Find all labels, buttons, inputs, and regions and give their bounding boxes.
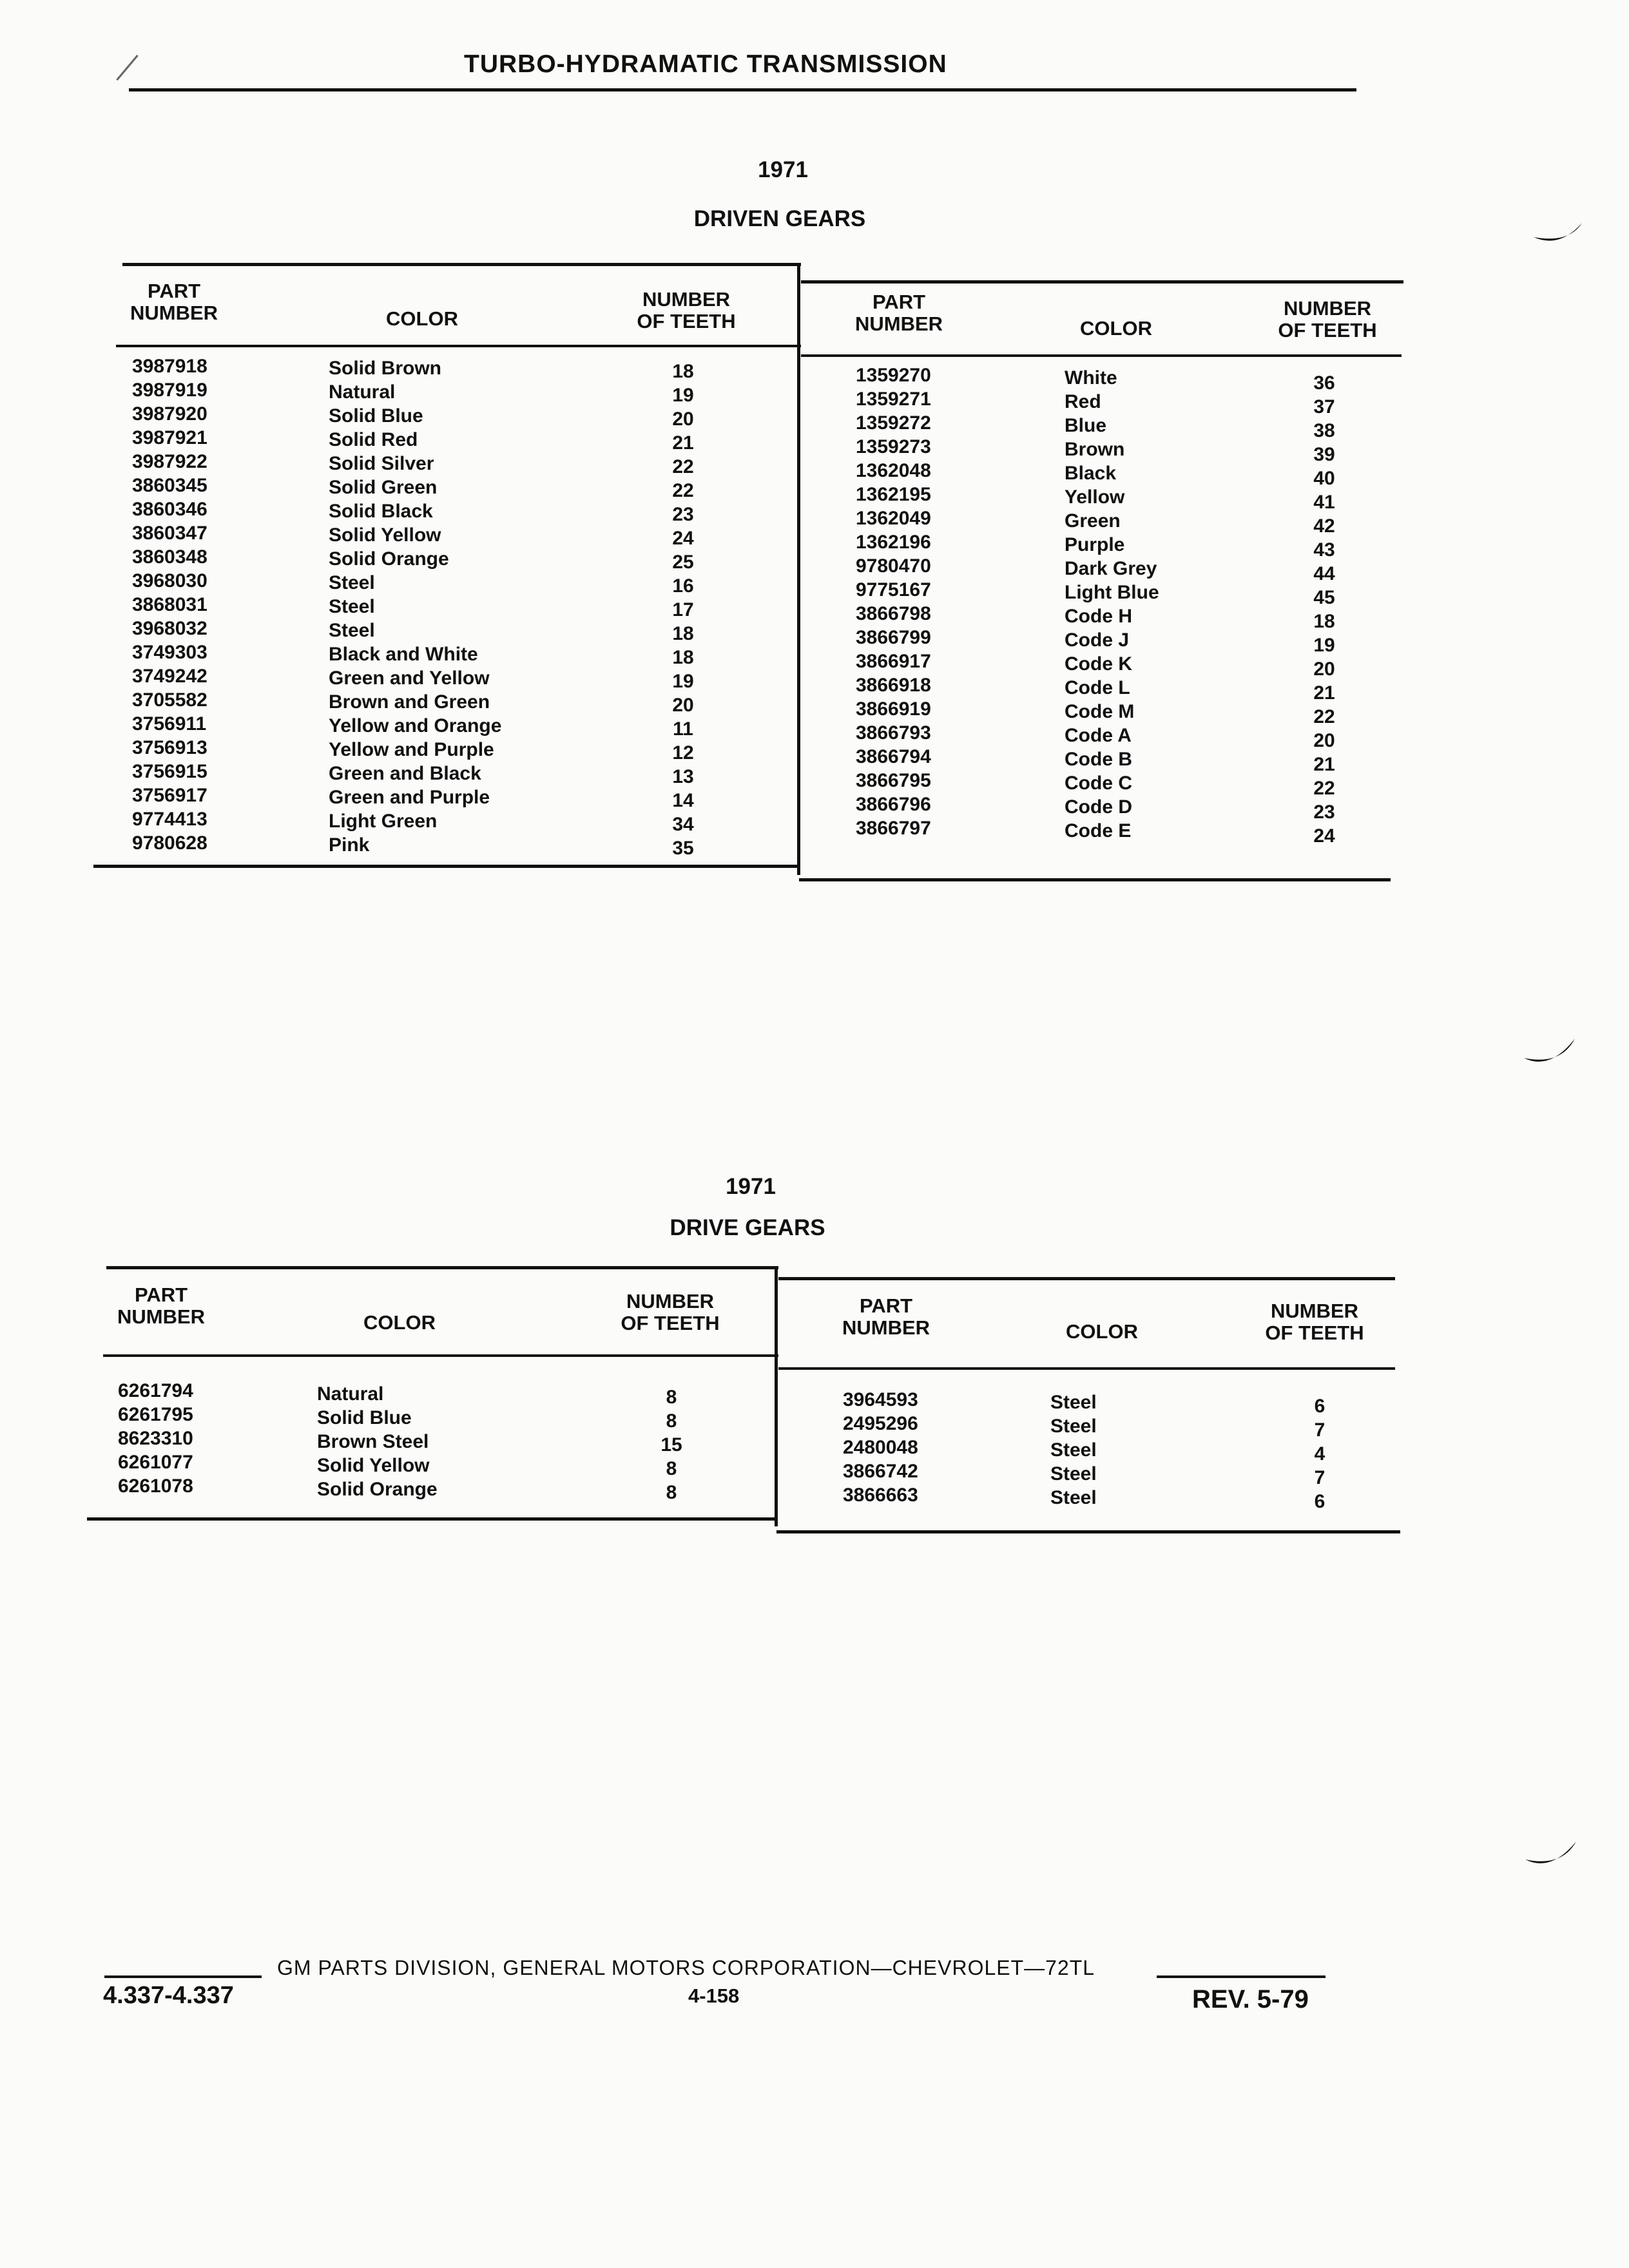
- driven-teeth-cell: 43: [1313, 539, 1335, 561]
- driven-teeth-cell: 22: [672, 480, 694, 501]
- driven-color-cell: Code B: [1065, 749, 1132, 770]
- driven-color-cell: Code E: [1065, 820, 1132, 841]
- driven-right-teeth-column: [1298, 371, 1350, 848]
- driven-left-part-column: [132, 354, 207, 855]
- driven-part-number-cell: 3968032: [132, 618, 207, 639]
- driven-part-number-cell: 3866796: [856, 794, 931, 815]
- driven-part-number-cell: 3987920: [132, 403, 207, 425]
- drive-teeth-cell: 8: [666, 1387, 677, 1408]
- driven-teeth-cell: 20: [672, 695, 694, 716]
- pencil-mark: [116, 55, 138, 81]
- driven-color-cell: Green: [1065, 510, 1121, 532]
- driven-color-cell: Steel: [329, 572, 375, 593]
- driven-part-number-cell: 3866794: [856, 746, 931, 767]
- driven-color-cell: Steel: [329, 596, 375, 617]
- drive-teeth-cell: 8: [666, 1410, 677, 1432]
- driven-teeth-cell: 42: [1313, 515, 1335, 537]
- driven-part-number-cell: 3866798: [856, 603, 931, 624]
- driven-color-cell: Solid Silver: [329, 453, 434, 474]
- driven-part-number-cell: 3866799: [856, 627, 931, 648]
- driven-part-number-cell: 3987918: [132, 356, 207, 377]
- drive-right-color-header: COLOR: [1066, 1320, 1138, 1343]
- driven-right-teeth-header: NUMBER OF TEETH: [1278, 297, 1377, 341]
- driven-color-cell: Solid Green: [329, 477, 438, 498]
- driven-bottom-rule-right: [799, 878, 1391, 881]
- drive-part-number-cell: 6261078: [118, 1475, 193, 1497]
- driven-teeth-cell: 41: [1313, 492, 1335, 513]
- drive-part-number-cell: 6261795: [118, 1404, 193, 1425]
- drive-left-teeth-header: NUMBER OF TEETH: [621, 1290, 720, 1334]
- driven-part-number-cell: 1362195: [856, 484, 931, 505]
- driven-part-number-cell: 3756911: [132, 713, 207, 735]
- driven-right-part-column: [856, 363, 931, 840]
- driven-color-cell: Black and White: [329, 644, 478, 665]
- driven-teeth-cell: 22: [1313, 706, 1335, 727]
- driven-teeth-cell: 24: [672, 528, 694, 549]
- driven-part-number-cell: 3860347: [132, 523, 207, 544]
- footer-left-code: 4.337-4.337: [103, 1982, 234, 2009]
- drive-part-number-cell: 2495296: [843, 1413, 918, 1434]
- driven-teeth-cell: 21: [1313, 682, 1335, 704]
- driven-teeth-cell: 18: [1313, 611, 1335, 632]
- driven-part-number-cell: 1359272: [856, 412, 931, 434]
- driven-top-rule-left: [122, 263, 801, 266]
- driven-teeth-cell: 36: [1313, 372, 1335, 394]
- driven-left-part-header: PART NUMBER: [130, 280, 218, 324]
- driven-part-number-cell: 3749242: [132, 666, 207, 687]
- drive-left-part-column: [118, 1379, 193, 1498]
- driven-color-cell: Code L: [1065, 677, 1130, 698]
- drive-right-teeth-column: [1294, 1394, 1345, 1514]
- drive-color-cell: Solid Orange: [317, 1479, 438, 1500]
- driven-teeth-cell: 14: [672, 790, 694, 811]
- footer-division: GM PARTS DIVISION, GENERAL MOTORS CORPORATION—CHEVROLET—72TL: [277, 1956, 1095, 1979]
- driven-divider: [797, 264, 800, 875]
- footer-page-number: 4-158: [688, 1984, 740, 2007]
- driven-color-cell: Code K: [1065, 653, 1132, 675]
- driven-left-teeth-header: NUMBER OF TEETH: [637, 288, 736, 332]
- driven-color-cell: Green and Yellow: [329, 668, 490, 689]
- driven-part-number-cell: 3756915: [132, 761, 207, 782]
- drive-right-part-header: PART NUMBER: [842, 1294, 930, 1339]
- drive-color-cell: Steel: [1050, 1392, 1097, 1413]
- drive-bottom-rule-left: [87, 1517, 776, 1521]
- driven-part-number-cell: 3866919: [856, 698, 931, 720]
- footer-revision: REV. 5-79: [1192, 1985, 1309, 2013]
- drive-color-cell: Solid Blue: [317, 1407, 412, 1428]
- driven-color-cell: Solid Orange: [329, 548, 449, 570]
- driven-part-number-cell: 3866797: [856, 818, 931, 839]
- driven-teeth-cell: 13: [672, 766, 694, 787]
- driven-teeth-cell: 22: [672, 456, 694, 477]
- drive-right-part-column: [843, 1388, 918, 1507]
- driven-part-number-cell: 3968030: [132, 570, 207, 591]
- drive-teeth-cell: 8: [666, 1458, 677, 1479]
- driven-part-number-cell: 3860346: [132, 499, 207, 520]
- driven-part-number-cell: 1359271: [856, 389, 931, 410]
- driven-color-cell: Solid Brown: [329, 358, 441, 379]
- driven-color-cell: Red: [1065, 391, 1101, 412]
- driven-color-cell: White: [1065, 367, 1117, 389]
- binder-hole-mark: [1522, 1838, 1580, 1876]
- drive-divider: [775, 1267, 778, 1526]
- drive-right-teeth-header: NUMBER OF TEETH: [1265, 1300, 1364, 1344]
- driven-part-number-cell: 3860345: [132, 475, 207, 496]
- driven-part-number-cell: 3866795: [856, 770, 931, 791]
- driven-color-cell: Purple: [1065, 534, 1125, 555]
- drive-part-number-cell: 6261077: [118, 1452, 193, 1473]
- driven-color-cell: Solid Black: [329, 501, 433, 522]
- driven-color-cell: Solid Red: [329, 429, 418, 450]
- driven-color-cell: Yellow and Purple: [329, 739, 494, 760]
- driven-part-number-cell: 3756913: [132, 737, 207, 758]
- drive-part-number-cell: 3964593: [843, 1389, 918, 1410]
- title-rule: [129, 88, 1356, 91]
- driven-year: 1971: [758, 157, 808, 182]
- driven-part-number-cell: 1362048: [856, 460, 931, 481]
- drive-color-cell: Steel: [1050, 1439, 1097, 1461]
- driven-color-cell: Code D: [1065, 796, 1132, 818]
- driven-teeth-cell: 17: [672, 599, 694, 620]
- driven-part-number-cell: 3987919: [132, 380, 207, 401]
- drive-teeth-cell: 6: [1314, 1491, 1325, 1512]
- driven-part-number-cell: 9774413: [132, 809, 207, 830]
- driven-teeth-cell: 18: [672, 647, 694, 668]
- drive-left-color-header: COLOR: [363, 1311, 436, 1334]
- driven-bottom-rule-left: [93, 865, 799, 868]
- driven-teeth-cell: 16: [672, 575, 694, 597]
- driven-color-cell: Brown and Green: [329, 691, 490, 713]
- driven-right-color-header: COLOR: [1080, 317, 1152, 340]
- driven-title: DRIVEN GEARS: [693, 206, 866, 231]
- driven-part-number-cell: 1362049: [856, 508, 931, 529]
- driven-teeth-cell: 38: [1313, 420, 1335, 441]
- driven-part-number-cell: 3749303: [132, 642, 207, 663]
- driven-teeth-cell: 18: [672, 623, 694, 644]
- driven-teeth-cell: 21: [672, 432, 694, 454]
- driven-teeth-cell: 22: [1313, 778, 1335, 799]
- drive-part-number-cell: 6261794: [118, 1380, 193, 1401]
- drive-color-cell: Natural: [317, 1383, 384, 1405]
- footer-rule-right: [1157, 1975, 1325, 1978]
- driven-teeth-cell: 40: [1313, 468, 1335, 489]
- driven-color-cell: Yellow and Orange: [329, 715, 502, 736]
- driven-teeth-cell: 34: [672, 814, 694, 835]
- driven-teeth-cell: 18: [672, 361, 694, 382]
- driven-color-cell: Steel: [329, 620, 375, 641]
- drive-part-number-cell: 3866742: [843, 1461, 918, 1482]
- driven-teeth-cell: 20: [672, 408, 694, 430]
- drive-part-number-cell: 8623310: [118, 1428, 193, 1449]
- driven-teeth-cell: 19: [672, 671, 694, 692]
- drive-color-cell: Steel: [1050, 1463, 1097, 1485]
- drive-color-cell: Brown Steel: [317, 1431, 429, 1452]
- drive-title: DRIVE GEARS: [670, 1215, 825, 1240]
- driven-teeth-cell: 12: [672, 742, 694, 764]
- drive-color-cell: Solid Yellow: [317, 1455, 430, 1476]
- driven-color-cell: Code M: [1065, 701, 1135, 722]
- drive-left-color-column: [317, 1382, 438, 1501]
- driven-teeth-cell: 37: [1313, 396, 1335, 418]
- drive-top-rule-right: [778, 1277, 1395, 1280]
- driven-right-color-column: [1065, 366, 1159, 843]
- driven-left-teeth-column: [657, 360, 709, 860]
- drive-teeth-cell: 7: [1314, 1419, 1325, 1441]
- driven-color-cell: Dark Grey: [1065, 558, 1157, 579]
- driven-part-number-cell: 3866793: [856, 722, 931, 744]
- drive-bottom-rule-right: [776, 1530, 1400, 1533]
- driven-part-number-cell: 3860348: [132, 546, 207, 568]
- driven-color-cell: Code C: [1065, 773, 1132, 794]
- driven-color-cell: Pink: [329, 834, 370, 856]
- driven-part-number-cell: 3866918: [856, 675, 931, 696]
- driven-part-number-cell: 1362196: [856, 532, 931, 553]
- driven-color-cell: Black: [1065, 463, 1117, 484]
- drive-color-cell: Steel: [1050, 1416, 1097, 1437]
- driven-color-cell: Solid Yellow: [329, 524, 441, 546]
- drive-teeth-cell: 15: [660, 1434, 682, 1456]
- driven-teeth-cell: 20: [1313, 730, 1335, 751]
- driven-color-cell: Code J: [1065, 629, 1130, 651]
- drive-header-rule-right: [778, 1367, 1395, 1370]
- drive-part-number-cell: 3866663: [843, 1485, 918, 1506]
- driven-part-number-cell: 3705582: [132, 689, 207, 711]
- driven-teeth-cell: 19: [1313, 635, 1335, 656]
- footer-rule-left: [104, 1975, 262, 1978]
- driven-color-cell: Blue: [1065, 415, 1107, 436]
- driven-teeth-cell: 19: [672, 385, 694, 406]
- driven-part-number-cell: 3756917: [132, 785, 207, 806]
- driven-teeth-cell: 45: [1313, 587, 1335, 608]
- driven-left-color-column: [329, 356, 501, 857]
- driven-teeth-cell: 20: [1313, 658, 1335, 680]
- driven-teeth-cell: 11: [673, 718, 693, 740]
- drive-color-cell: Steel: [1050, 1487, 1097, 1508]
- drive-top-rule-left: [106, 1266, 778, 1269]
- driven-part-number-cell: 3987922: [132, 451, 207, 472]
- driven-teeth-cell: 21: [1313, 754, 1335, 775]
- driven-teeth-cell: 24: [1313, 825, 1335, 847]
- drive-header-rule-left: [103, 1354, 778, 1357]
- binder-hole-mark: [1530, 218, 1588, 250]
- driven-part-number-cell: 3868031: [132, 594, 207, 615]
- driven-part-number-cell: 3987921: [132, 427, 207, 448]
- drive-teeth-cell: 7: [1314, 1467, 1325, 1488]
- driven-teeth-cell: 25: [672, 552, 694, 573]
- driven-color-cell: Light Blue: [1065, 582, 1159, 603]
- drive-year: 1971: [726, 1174, 776, 1199]
- driven-color-cell: Natural: [329, 381, 396, 403]
- driven-part-number-cell: 1359270: [856, 365, 931, 386]
- drive-left-part-header: PART NUMBER: [117, 1283, 206, 1328]
- driven-color-cell: Brown: [1065, 439, 1125, 460]
- driven-teeth-cell: 44: [1313, 563, 1335, 584]
- driven-part-number-cell: 1359273: [856, 436, 931, 457]
- driven-top-rule-right: [801, 280, 1403, 284]
- driven-part-number-cell: 9780470: [856, 555, 931, 577]
- page-title: TURBO-HYDRAMATIC TRANSMISSION: [464, 50, 947, 78]
- driven-teeth-cell: 35: [672, 838, 694, 859]
- drive-teeth-cell: 4: [1314, 1443, 1325, 1465]
- driven-left-color-header: COLOR: [386, 307, 458, 330]
- driven-part-number-cell: 3866917: [856, 651, 931, 672]
- driven-header-rule-right: [801, 354, 1402, 357]
- driven-color-cell: Yellow: [1065, 486, 1125, 508]
- driven-color-cell: Code H: [1065, 606, 1132, 627]
- driven-teeth-cell: 23: [672, 504, 694, 525]
- driven-color-cell: Code A: [1065, 725, 1132, 746]
- drive-left-teeth-column: [646, 1385, 697, 1504]
- driven-header-rule-left: [116, 345, 801, 347]
- drive-teeth-cell: 8: [666, 1482, 677, 1503]
- drive-teeth-cell: 6: [1314, 1396, 1325, 1417]
- driven-part-number-cell: 9775167: [856, 579, 931, 601]
- driven-color-cell: Green and Purple: [329, 787, 490, 808]
- driven-teeth-cell: 23: [1313, 802, 1335, 823]
- driven-color-cell: Light Green: [329, 811, 438, 832]
- drive-right-color-column: [1050, 1390, 1097, 1510]
- driven-part-number-cell: 9780628: [132, 832, 207, 854]
- binder-hole-mark: [1521, 1035, 1579, 1073]
- driven-right-part-header: PART NUMBER: [854, 291, 943, 335]
- drive-part-number-cell: 2480048: [843, 1437, 918, 1458]
- driven-teeth-cell: 39: [1313, 444, 1335, 465]
- driven-color-cell: Green and Black: [329, 763, 481, 784]
- driven-color-cell: Solid Blue: [329, 405, 423, 427]
